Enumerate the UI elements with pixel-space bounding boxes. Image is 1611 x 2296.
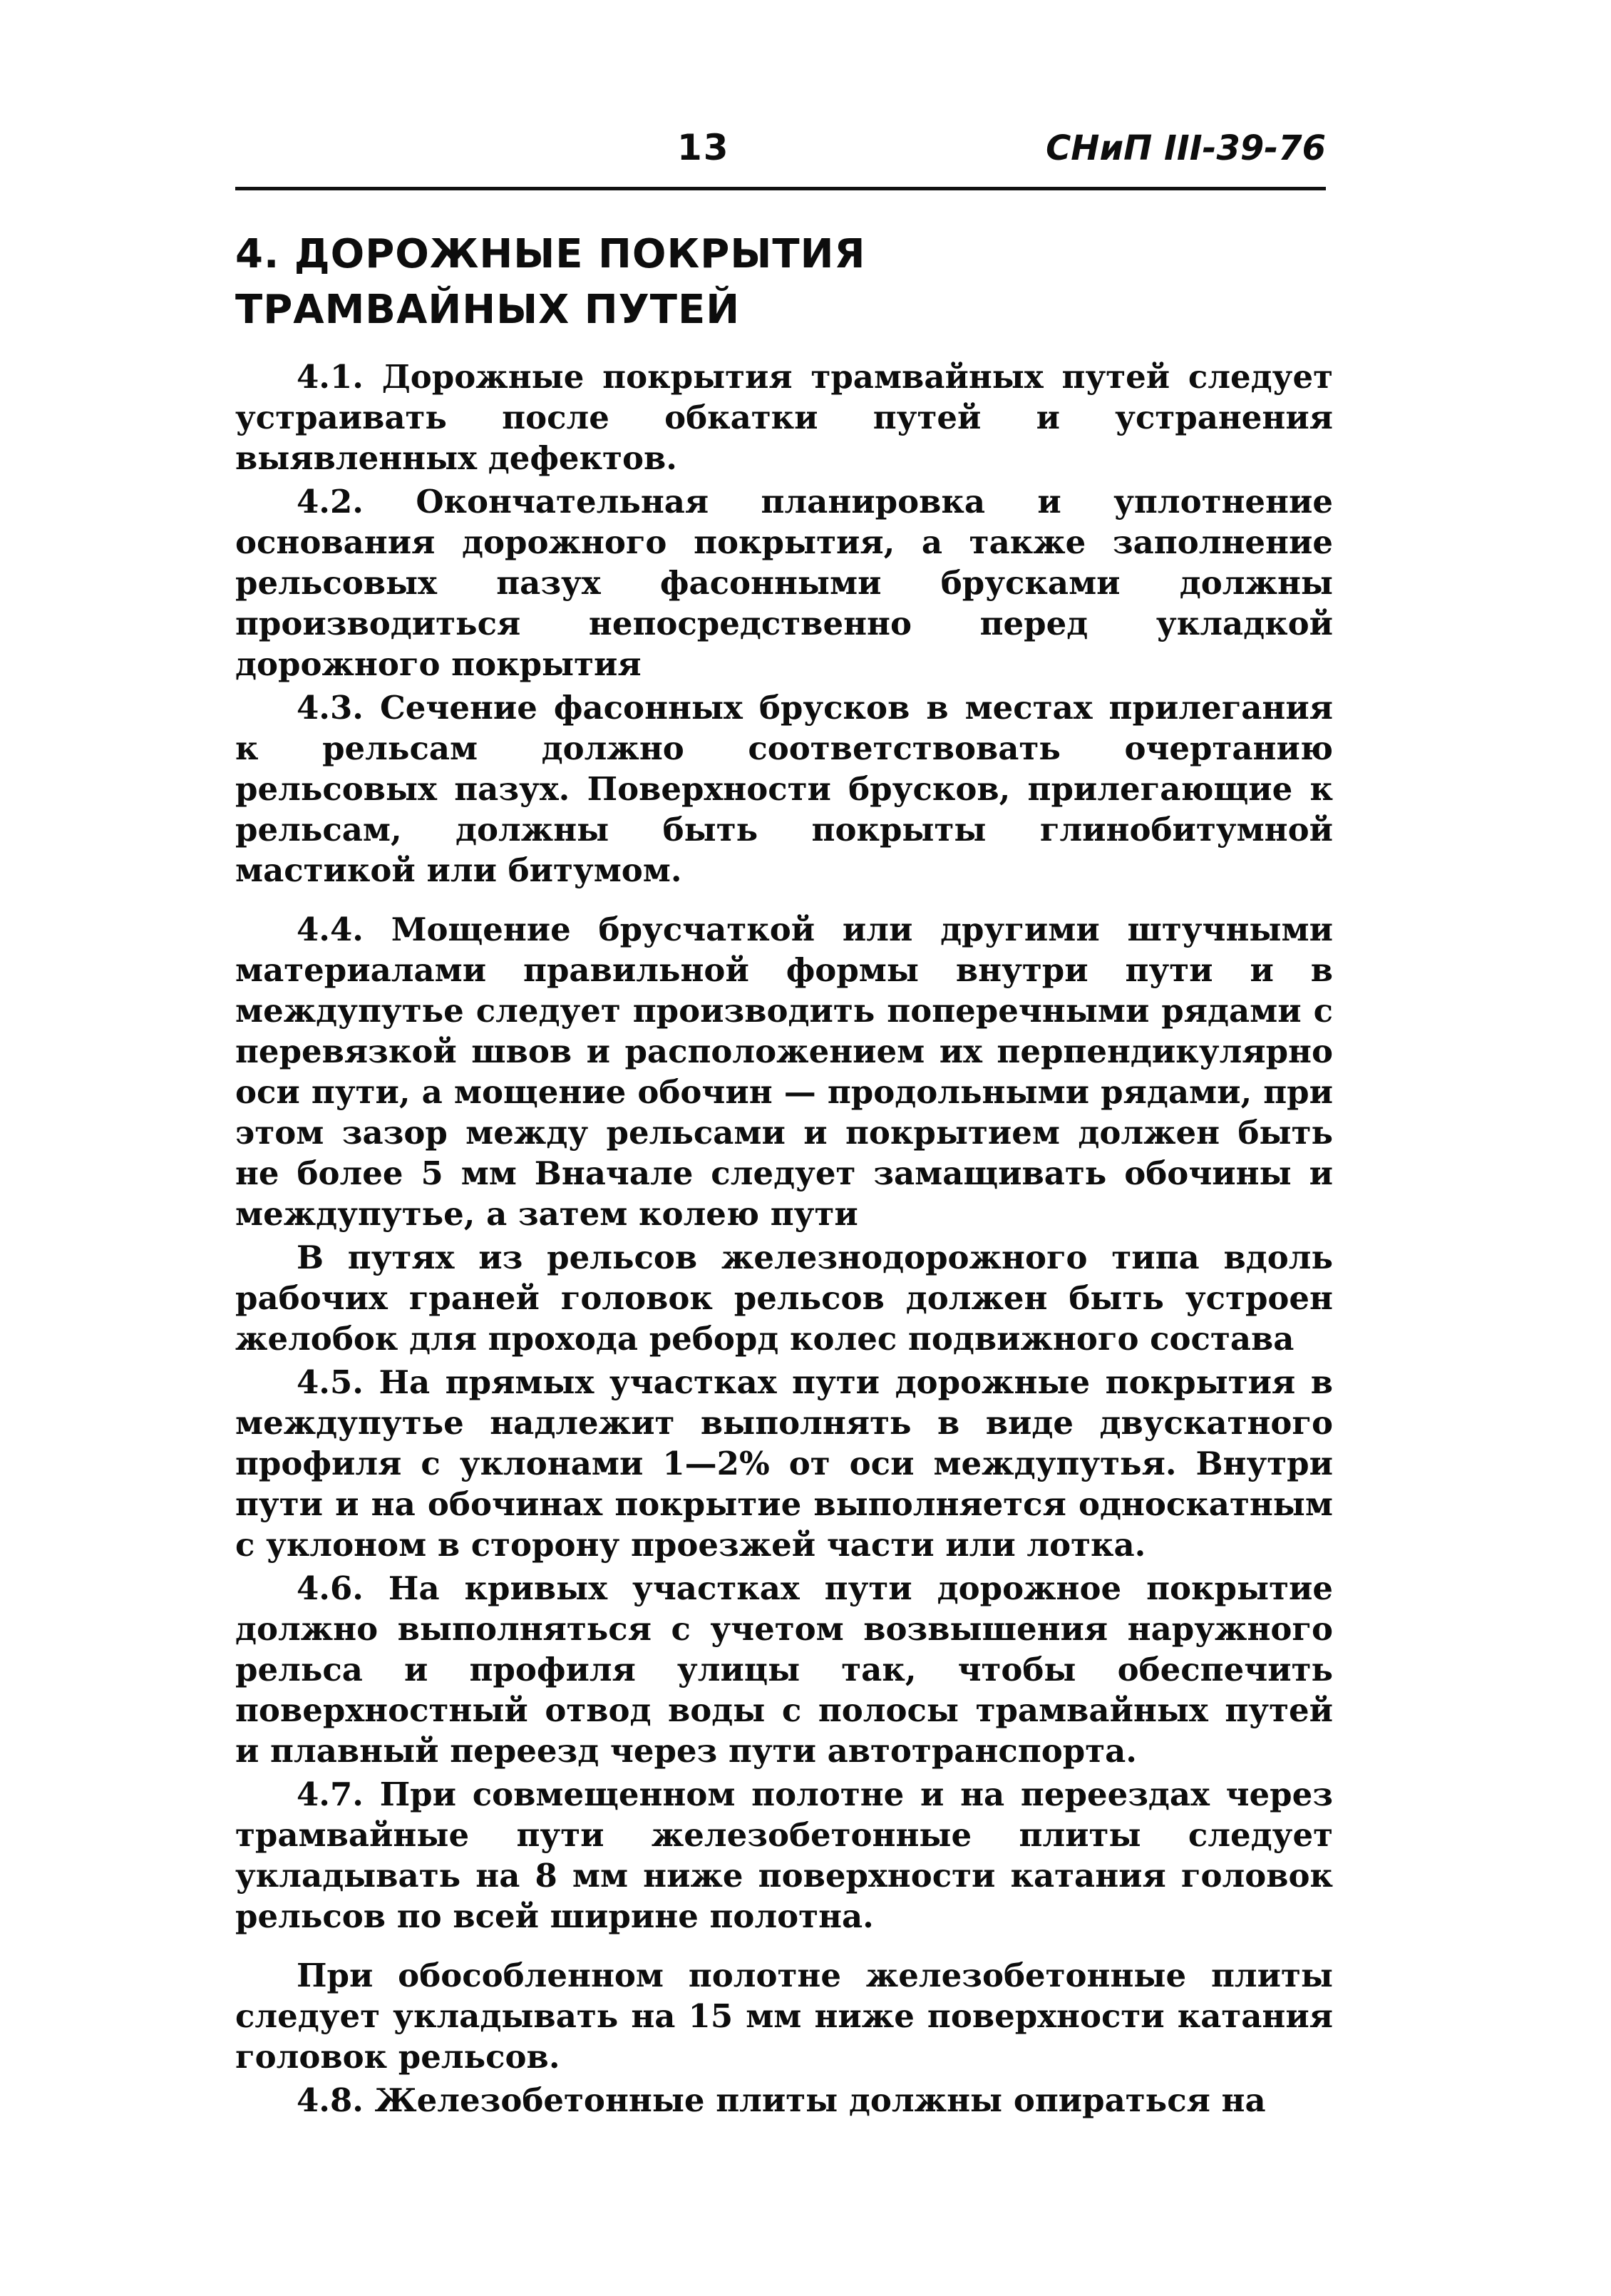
- paragraph-number: 4.6.: [297, 1569, 364, 1607]
- paragraph-4-6: [235, 1568, 1333, 1771]
- paragraph-number: 4.1.: [297, 358, 364, 396]
- paragraph-text: В путях из рельсов железнодорожного типа вдоль рабочих граней головок рельсов должен быть устроен желобок для прохода реборд колес подвижного состава: [235, 1239, 1333, 1358]
- document-code: СНиП III-39-76: [1046, 128, 1326, 168]
- paragraph-number: 4.5.: [297, 1363, 364, 1401]
- paragraph-4-7: [235, 1774, 1333, 1937]
- paragraph-4-5: [235, 1362, 1333, 1565]
- paragraph-text: На прямых участках пути дорожные покрытия в междупутье надлежит выполнять в виде двускатного профиля с уклонами 1—2% от оси междупутья. Внутри пути и на обочинах покрытие выполняется односкатным с уклоном в сторону проезжей части или лотка.: [235, 1363, 1333, 1564]
- page-number: 13: [677, 127, 730, 168]
- paragraph-number: 4.4.: [297, 911, 364, 948]
- paragraph-4-4: [235, 909, 1333, 1234]
- header-rule: [235, 187, 1326, 190]
- paragraph-text: Мощение брусчаткой или другими штучными материалами правильной формы внутри пути и в междупутье следует производить поперечными рядами с перевязкой швов и расположением их перпендикулярно оси пути, а мощение обочин — продольными рядами, при этом зазор между рельсами и покрытием должен быть не более 5 мм Вначале следует замащивать обочины и междупутье, а затем колею пути: [235, 911, 1333, 1233]
- paragraph-text: При совмещенном полотне и на переездах через трамвайные пути железобетонные плиты следует укладывать на 8 мм ниже поверхности катания головок рельсов по всей ширине полотна.: [235, 1775, 1333, 1935]
- paragraph-4-1: [235, 357, 1333, 478]
- paragraph-4-3: [235, 687, 1333, 891]
- paragraph-text: Дорожные покрытия трамвайных путей следует устраивать после обкатки путей и устранения выявленных дефектов.: [235, 358, 1333, 477]
- section-title-line-1: 4. ДОРОЖНЫЕ ПОКРЫТИЯ: [235, 231, 866, 277]
- paragraph-4-7-continued: [235, 1955, 1333, 2077]
- paragraph-number: 4.3.: [297, 689, 364, 727]
- paragraph-number: 4.2.: [297, 483, 364, 521]
- paragraph-4-2: [235, 481, 1333, 685]
- document-page: [235, 121, 1347, 2189]
- page-header: [235, 121, 1347, 187]
- paragraph-text: Сечение фасонных брусков в местах прилегания к рельсам должно соответствовать очертанию рельсовых пазух. Поверхности брусков, прилегающие к рельсам, должны быть покрыты глинобитумной мастикой или битумом.: [235, 689, 1333, 889]
- paragraph-number: 4.8.: [297, 2081, 364, 2119]
- paragraph-4-8: [235, 2080, 1333, 2121]
- paragraph-4-4-continued: [235, 1237, 1333, 1359]
- paragraph-text: На кривых участках пути дорожное покрытие должно выполняться с учетом возвышения наружного рельса и профиля улицы так, чтобы обеспечить поверхностный отвод воды с полосы трамвайных путей и плавный переезд через пути автотранспорта.: [235, 1569, 1333, 1770]
- section-title-line-2: ТРАМВАЙНЫХ ПУТЕЙ: [235, 287, 741, 333]
- document-body: [235, 357, 1333, 2123]
- section-title: [235, 227, 866, 338]
- paragraph-text: Железобетонные плиты должны опираться на: [374, 2081, 1266, 2119]
- paragraph-text: При обособленном полотне железобетонные плиты следует укладывать на 15 мм ниже поверхности катания головок рельсов.: [235, 1957, 1333, 2076]
- paragraph-number: 4.7.: [297, 1775, 364, 1813]
- paragraph-text: Окончательная планировка и уплотнение основания дорожного покрытия, а также заполнение рельсовых пазух фасонными брусками должны производиться непосредственно перед укладкой дорожного покрытия: [235, 483, 1333, 683]
